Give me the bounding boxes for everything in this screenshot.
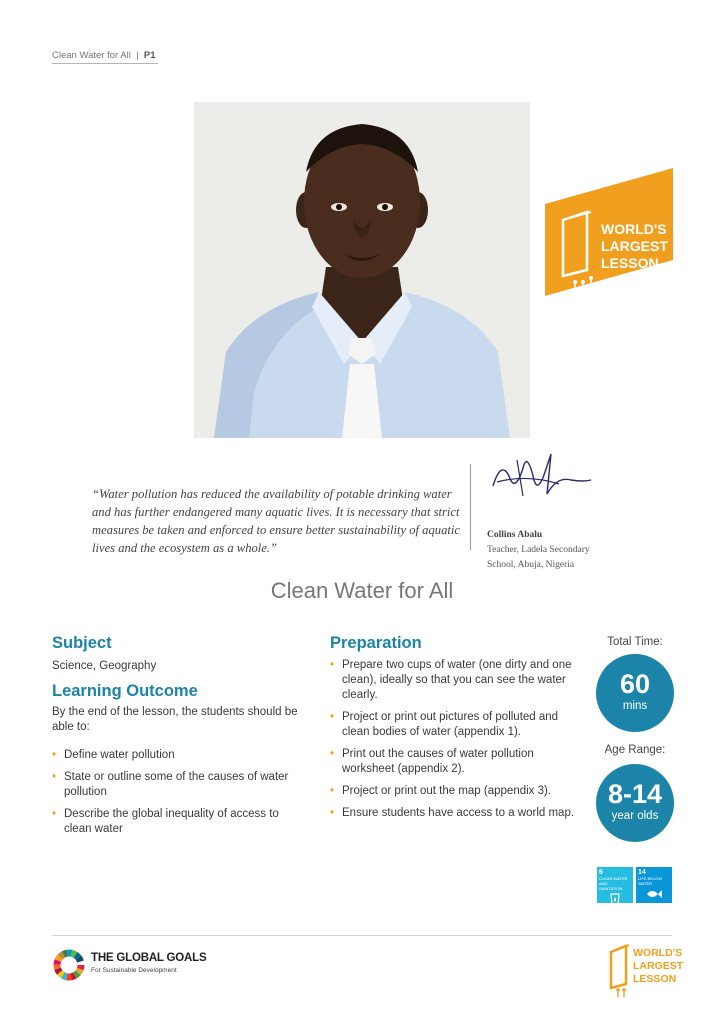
header-title: Clean Water for All — [52, 50, 131, 61]
list-item: • Define water pollution — [52, 748, 302, 763]
sdg-6-text: CLEAN WATER AND SANITATION — [599, 876, 628, 891]
sdg-14-text: LIFE BELOW WATER — [638, 876, 663, 886]
preparation-column — [330, 634, 575, 828]
page-number: P1 — [143, 50, 156, 61]
teacher-photo — [194, 102, 530, 438]
sdg-6-number: 6 — [599, 869, 603, 876]
footer-divider — [52, 935, 672, 936]
worlds-largest-lesson-banner — [545, 168, 675, 303]
page-header — [52, 50, 156, 61]
footer-book-icon — [611, 945, 629, 997]
header-divider — [52, 63, 158, 64]
sdg-14-icon — [636, 867, 672, 903]
list-item: • Project or print out the map (appendix 3). — [330, 784, 575, 799]
sdg-6-icon — [597, 867, 633, 903]
list-item: • State or outline some of the causes of water pollution — [52, 770, 302, 800]
subject-text: Science, Geography — [52, 660, 157, 672]
preparation-heading: Preparation — [330, 634, 422, 652]
global-goals-logo — [52, 948, 86, 987]
header-separator: | — [136, 50, 139, 61]
learning-outcome-heading: Learning Outcome — [52, 682, 198, 700]
learning-outcome-intro: By the end of the lesson, the students should be able to: — [52, 706, 298, 733]
global-goals-wheel-icon — [52, 948, 86, 982]
global-goals-title: THE GLOBAL GOALS — [91, 952, 207, 964]
left-column — [52, 634, 302, 844]
age-range-label: Age Range: — [604, 744, 666, 756]
global-goals-subtitle: For Sustainable Development — [91, 967, 177, 974]
footer-worlds-largest-lesson-logo — [608, 940, 684, 1003]
total-time-unit: mins — [622, 700, 648, 712]
list-item: • Prepare two cups of water (one dirty and one clean), ideally so that you can see the water clearly. — [330, 658, 575, 703]
footer-logo-line-2: LARGEST — [633, 960, 684, 972]
quote-divider — [470, 464, 471, 550]
total-time-badge — [596, 654, 674, 732]
list-item: • Describe the global inequality of access to clean water — [52, 807, 302, 837]
list-item: • Ensure students have access to a world map. — [330, 806, 575, 821]
total-time-value: 60 — [619, 669, 651, 699]
footer-logo-line-3: LESSON — [633, 973, 677, 985]
sdg-14-number: 14 — [638, 869, 646, 876]
teacher-quote: “Water pollution has reduced the availability of potable drinking water and has further endangered many aquatic lives. It is necessary that strict measures be taken and enforced to ensure better sustainability of aquatic lives and the ecosystem as a whole.” — [92, 487, 460, 555]
water-glass-icon — [608, 892, 622, 906]
total-time-label: Total Time: — [607, 636, 663, 648]
fish-icon — [645, 888, 663, 900]
footer-logo-line-1: WORLD'S — [633, 947, 683, 959]
age-range-unit: year olds — [611, 810, 659, 822]
list-item: • Project or print out pictures of polluted and clean bodies of water (appendix 1). — [330, 710, 575, 740]
banner-line-3: LESSON — [601, 255, 659, 271]
age-range-badge — [596, 764, 674, 842]
list-item: • Print out the causes of water pollution worksheet (appendix 2). — [330, 747, 575, 777]
learning-outcome-list — [52, 748, 302, 837]
subject-heading: Subject — [52, 634, 112, 652]
banner-line-1: WORLD'S — [601, 221, 667, 237]
author-role: Teacher, Ladela Secondary School, Abuja, Nigeria — [487, 545, 590, 570]
preparation-list — [330, 658, 575, 821]
banner-line-2: LARGEST — [601, 238, 668, 254]
signature — [487, 446, 597, 515]
age-range-value: 8-14 — [607, 779, 663, 809]
author-name: Collins Abalu — [487, 530, 543, 540]
lesson-title: Clean Water for All — [270, 578, 454, 603]
